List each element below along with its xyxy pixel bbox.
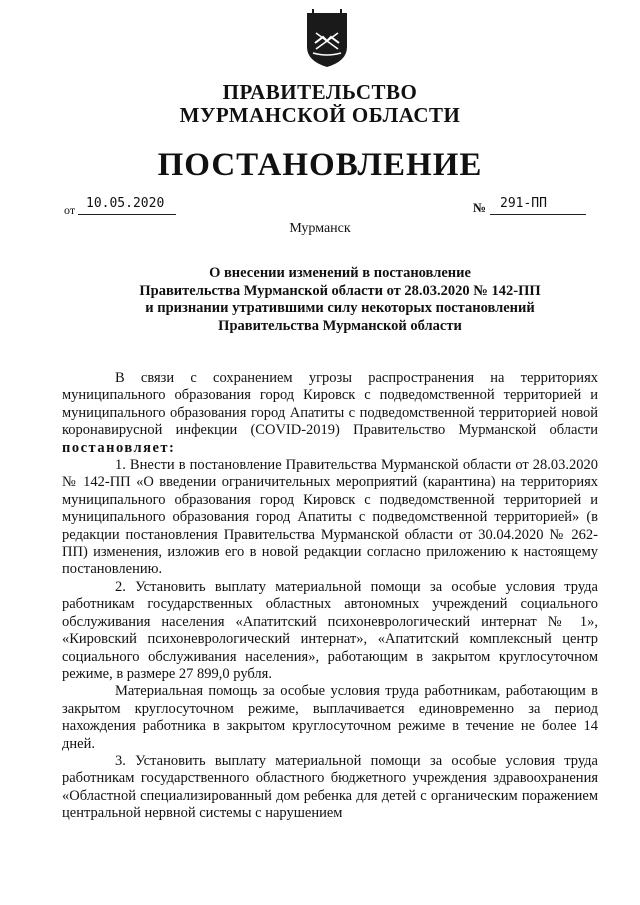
paragraph-3: 3. Установить выплату материальной помощи за особые условия труда работникам государственного областного бюджетного учреждения здравоохранения «Областной специализированный дом ребенка для детей с органическим поражением центральной нервной системы с нарушением — [62, 752, 598, 822]
document-type: ПОСТАНОВЛЕНИЕ — [157, 147, 483, 183]
document-date: 10.05.2020 — [78, 196, 176, 215]
intro-resolution-word: постановляет: — [62, 439, 176, 456]
subject-line: и признании утратившими силу некоторых постановлений — [145, 300, 535, 316]
coat-of-arms-icon — [303, 9, 351, 69]
document-body — [62, 370, 598, 823]
org-name-line2: МУРМАНСКОЙ ОБЛАСТИ — [179, 103, 461, 127]
number-label: № — [473, 200, 487, 215]
intro-paragraph — [62, 370, 598, 457]
date-label: от — [64, 203, 76, 217]
city: Мурманск — [289, 221, 351, 236]
intro-text: В связи с сохранением угрозы распространения на территориях муниципального образования город Кировск с подведомственной территорией и муниципального образования город Апатиты с подведомственной территорией новой коронавирусной инфекции (COVID-2019) Правительство Мурманской области — [62, 370, 598, 439]
subject-line: Правительства Мурманской области — [218, 317, 462, 334]
subject-line: О внесении изменений в постановление — [209, 265, 471, 281]
document-subject — [70, 265, 610, 335]
subject-line: Правительства Мурманской области от 28.03.2020 № 142-ПП — [139, 282, 541, 299]
document-number: 291-ПП — [490, 196, 586, 215]
paragraph-2-continued: Материальная помощь за особые условия труда работникам, работающим в закрытом круглосуточном режиме, выплачивается единовременно за период нахождения работника в закрытом круглосуточном режиме в течение не более 14 дней. — [62, 683, 598, 752]
org-name-line1: ПРАВИТЕЛЬСТВО — [222, 80, 418, 104]
paragraph-1: 1. Внести в постановление Правительства Мурманской области от 28.03.2020 № 142-ПП «О введении ограничительных мероприятий (карантина) на территориях муниципального образования город Кировск с подведомственной территорией и муниципального образования город Апатиты с подведомственной территорией» (в редакции постановления Правительства Мурманской области от 30.04.2020 № 262-ПП) изменения, изложив его в новой редакции согласно приложению к настоящему постановлению. — [62, 457, 598, 578]
paragraph-2: 2. Установить выплату материальной помощи за особые условия труда работникам государственных областных автономных учреждений социального обслуживания населения «Апатитский психоневрологический интернат № 1», «Кировский психоневрологический интернат», «Апатитский комплексный центр социального обслуживания населения», работающим в закрытом круглосуточном режиме, в размере 27 899,0 рубля. — [62, 578, 598, 682]
